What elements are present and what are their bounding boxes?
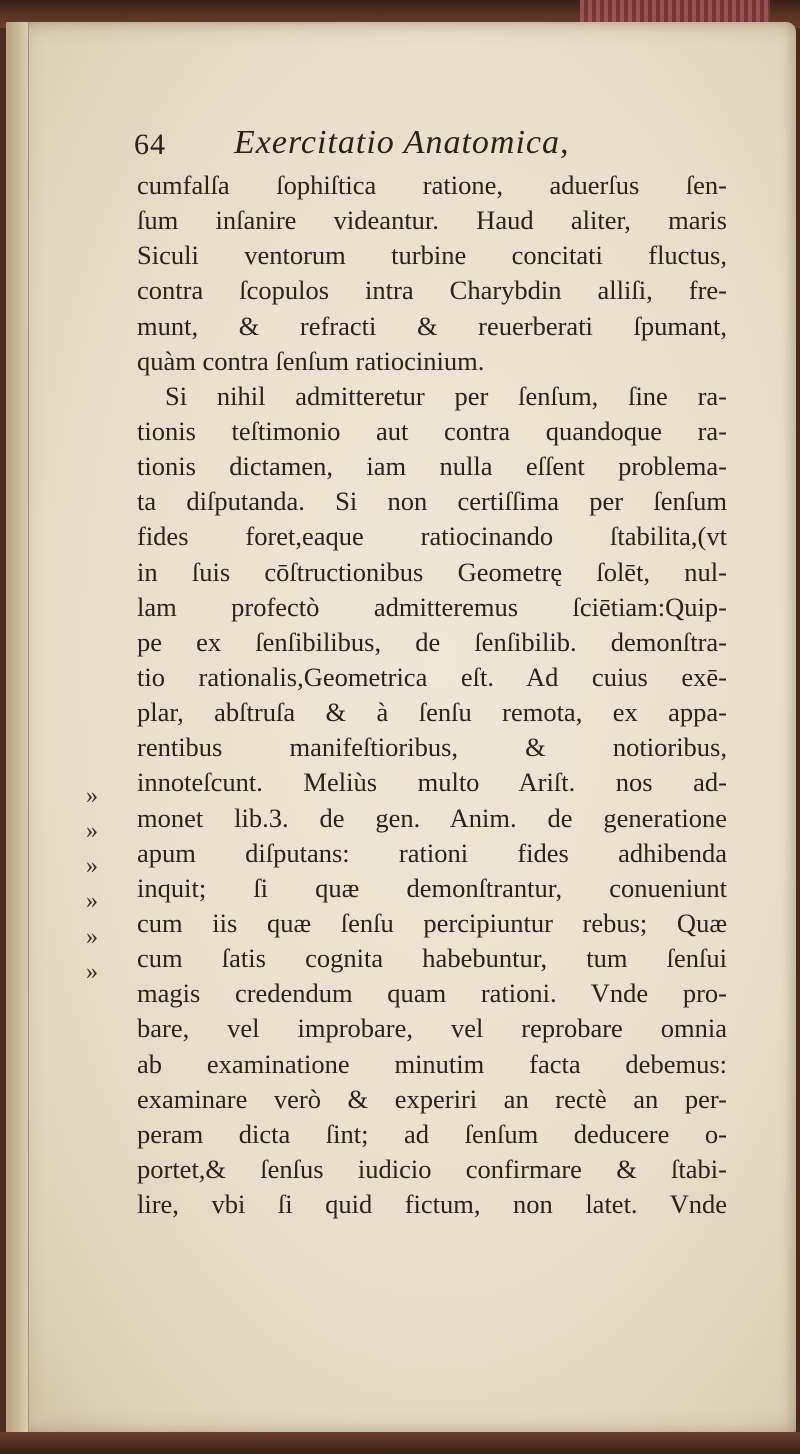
text-line: munt, & refracti & reuerberati ſpumant, bbox=[137, 310, 727, 341]
text-block bbox=[137, 168, 727, 1222]
text-line: tionis dictamen, iam nulla eſſent problema- bbox=[137, 451, 727, 482]
text-line: monet lib.3. de gen. Anim. de generatione bbox=[137, 802, 727, 833]
text-line: inquit; ſi quæ demonſtrantur, conueniunt bbox=[137, 872, 727, 903]
quote-mark: » bbox=[86, 923, 98, 950]
page-gutter bbox=[6, 22, 29, 1434]
text-line: tio rationalis,Geometrica eſt. Ad cuius exē- bbox=[137, 661, 727, 692]
text-line: apum diſputans: rationi fides adhibenda bbox=[137, 837, 727, 868]
text-line: ta diſputanda. Si non certiſſima per ſenſum bbox=[137, 486, 727, 517]
page-number: 64 bbox=[134, 128, 166, 161]
book-bottom-edge bbox=[0, 1432, 800, 1454]
text-line: tionis teſtimonio aut contra quandoque ra- bbox=[137, 415, 727, 446]
text-line: lam profectò admitteremus ſciētiam:Quip- bbox=[137, 591, 727, 622]
text-line: rentibus manifeſtioribus, & notioribus, bbox=[137, 732, 727, 763]
text-line: cum iis quæ ſenſu percipiuntur rebus; Quæ bbox=[137, 907, 727, 938]
text-line: ſum inſanire videantur. Haud aliter, maris bbox=[137, 205, 727, 236]
text-line: bare, vel improbare, vel reprobare omnia bbox=[137, 1013, 727, 1044]
text-line: contra ſcopulos intra Charybdin alliſi, fre- bbox=[137, 275, 727, 306]
text-line: plar, abſtruſa & à ſenſu remota, ex appa- bbox=[137, 697, 727, 728]
bookmark-ribbon bbox=[580, 0, 770, 24]
text-line: examinare verò & experiri an rectè an per- bbox=[137, 1083, 727, 1114]
quote-mark: » bbox=[86, 783, 98, 809]
text-line: pe ex ſenſibilibus, de ſenſibilib. demonſtra- bbox=[137, 626, 727, 657]
text-line: in ſuis cōſtructionibus Geometrę ſolēt, nul- bbox=[137, 556, 727, 587]
quote-mark: » bbox=[86, 818, 98, 845]
text-line: cumfalſa ſophiſtica ratione, aduerſus ſen- bbox=[137, 170, 727, 200]
quote-mark: » bbox=[86, 853, 98, 880]
text-line: Si nihil admitteretur per ſenſum, ſine ra- bbox=[165, 380, 727, 411]
text-line: portet,& ſenſus iudicio confirmare & ſtabi- bbox=[137, 1153, 727, 1184]
quote-mark: » bbox=[86, 958, 98, 985]
text-line: quàm contra ſenſum ratiocinium. bbox=[137, 345, 485, 376]
text-line: magis credendum quam rationi. Vnde pro- bbox=[137, 978, 727, 1009]
page-title: Exercitatio Anatomica, bbox=[234, 124, 570, 161]
text-line: fides foret,eaque ratiocinando ſtabilita,(vt bbox=[137, 521, 727, 552]
text-line: Siculi ventorum turbine concitati fluctus, bbox=[137, 240, 727, 271]
text-line: lire, vbi ſi quid fictum, non latet. Vnde bbox=[137, 1189, 727, 1220]
running-head bbox=[134, 108, 734, 168]
text-line: innoteſcunt. Meliùs multo Ariſt. nos ad- bbox=[137, 767, 727, 798]
quotation-marks-column bbox=[86, 779, 116, 990]
text-line: ab examinatione minutim facta debemus: bbox=[137, 1048, 727, 1079]
quote-mark: » bbox=[86, 888, 98, 915]
text-line: peram dicta ſint; ad ſenſum deducere o- bbox=[137, 1118, 727, 1149]
text-line: cum ſatis cognita habebuntur, tum ſenſui bbox=[137, 943, 727, 974]
